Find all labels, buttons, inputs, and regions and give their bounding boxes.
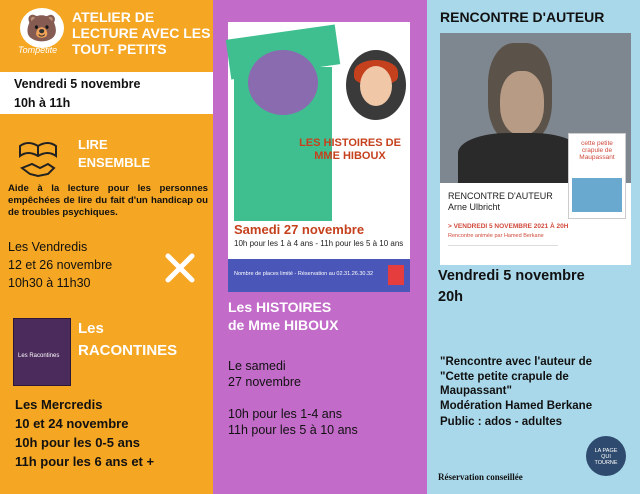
bear-icon: 🐻 (25, 12, 59, 43)
book-cover-title: cette petite crapule de Maupassant (579, 140, 615, 161)
poster-strip (228, 259, 410, 292)
racontines-title (78, 318, 177, 362)
atelier-date-bar (0, 72, 213, 114)
histoires-day: Le samedi (228, 359, 286, 373)
histoires-heading (228, 298, 338, 334)
library-logo-icon (388, 265, 404, 285)
lire-day: Les Vendredis (8, 240, 88, 254)
racontines-book-cover (13, 318, 71, 386)
poster-author: Arne Ulbricht (448, 202, 501, 212)
author-body (458, 133, 582, 183)
rencontre-description (440, 355, 592, 413)
atelier-date: Vendredi 5 novembre (14, 77, 141, 91)
lire-title-line2: ENSEMBLE (78, 155, 151, 170)
book-cover (568, 133, 626, 219)
histoires-schedule (228, 358, 358, 438)
racontines-dates: 10 et 24 novembre (15, 416, 129, 431)
rencontre-desc-line2: "Cette petite crapule de (440, 370, 569, 383)
atelier-title: ATELIER DE LECTURE AVEC LES TOUT- PETITS (72, 9, 211, 57)
histoires-heading-line2: de Mme HIBOUX (228, 317, 339, 333)
logo-text: Tompetite (18, 45, 58, 55)
book-handshake-icon (18, 138, 58, 180)
histoires-poster (228, 22, 410, 292)
lire-title-line1: LIRE (78, 137, 108, 152)
histoires-slot1: 10h pour les 1-4 ans (228, 407, 342, 421)
racontines-schedule (15, 395, 154, 471)
logo-text: LA PAGE QUI TOURNE (594, 448, 618, 466)
lire-schedule (8, 238, 112, 292)
book-cover-image (572, 178, 622, 212)
histoires-date: 27 novembre (228, 375, 301, 389)
lire-dates: 12 et 26 novembre (8, 258, 113, 272)
racontines-slot1: 10h pour les 0-5 ans (15, 435, 140, 450)
reservation-note: Réservation conseillée (438, 472, 523, 482)
rencontre-header: RENCONTRE D'AUTEUR (440, 9, 605, 25)
poster-date: > VENDREDI 5 NOVEMBRE 2021 À 20H (448, 223, 569, 230)
poster-footer (448, 245, 558, 262)
lire-description: Aide à la lecture pour les personnes empêchées de lire du fait d'un handicap ou de troubles psychiques. (8, 183, 208, 218)
cross-icon (160, 248, 200, 288)
tompetite-logo (20, 8, 64, 48)
poster-date: Samedi 27 novembre (234, 222, 365, 237)
racontines-title-line2: RACONTINES (78, 342, 178, 359)
author-face (500, 71, 544, 135)
lire-time: 10h30 à 11h30 (8, 276, 91, 290)
bunny-illustration (248, 50, 318, 115)
poster-hours: 10h pour les 1 à 4 ans - 11h pour les 5 à 10 ans (234, 239, 404, 248)
lire-ensemble-title (78, 136, 150, 172)
rencontre-desc-line4: Modération Hamed Berkane (440, 399, 593, 412)
rencontre-desc-line3: Maupassant" (440, 385, 512, 397)
poster-title: LES HISTOIRES DE MME HIBOUX (299, 137, 401, 162)
rencontre-desc-line1: "Rencontre avec l'auteur de (440, 356, 592, 368)
racontines-day: Les Mercredis (15, 397, 103, 412)
book-cover-title: Les Racontines (18, 353, 60, 359)
storyteller-face (360, 66, 392, 106)
histoires-slot2: 11h pour les 5 à 10 ans (228, 423, 358, 437)
poster-label: RENCONTRE D'AUTEUR (448, 191, 553, 201)
la-page-qui-tourne-logo (586, 436, 626, 476)
rencontre-datetime (438, 266, 585, 308)
atelier-time: 10h à 11h (14, 96, 71, 110)
poster-strip-text: Nombre de places limité - Réservation au 02.31.26.30.32 (234, 271, 374, 277)
racontines-slot2: 11h pour les 6 ans et + (15, 454, 155, 469)
rencontre-public: Public : ados - adultes (440, 416, 563, 428)
rencontre-poster (440, 33, 631, 265)
histoires-heading-line1: Les HISTOIRES (228, 299, 332, 315)
racontines-title-line1: Les (78, 320, 104, 337)
poster-moderation: Rencontre animée par Hamed Berkane (448, 233, 544, 239)
rencontre-time: 20h (438, 289, 463, 305)
rencontre-date: Vendredi 5 novembre (438, 268, 585, 284)
